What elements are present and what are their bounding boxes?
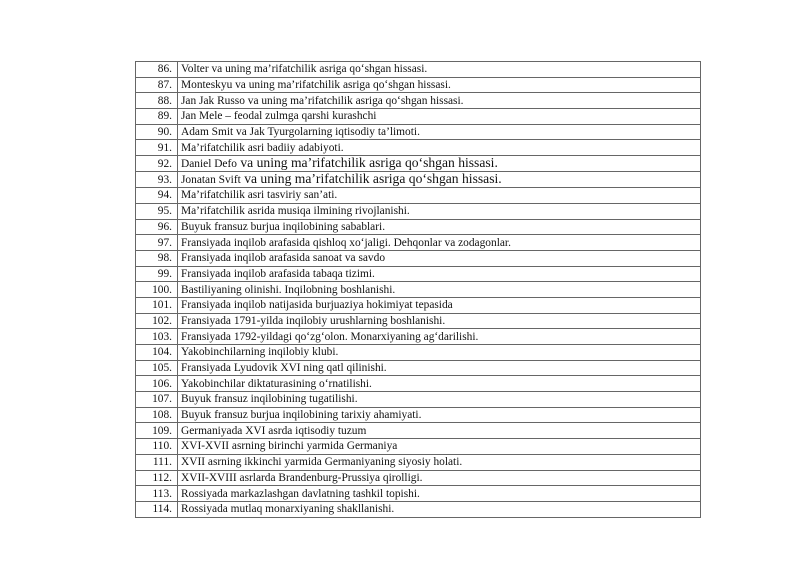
row-title: Volter va uning ma’rifatchilik asriga qo‘shgan hissasi.: [178, 62, 701, 78]
row-number: 106.: [136, 376, 178, 392]
table-row: [136, 360, 701, 376]
row-number: 89.: [136, 109, 178, 125]
row-title: Fransiyada Lyudovik XVI ning qatl qilinishi.: [178, 360, 701, 376]
table-row: [136, 313, 701, 329]
row-title: Bastiliyaning olinishi. Inqilobning boshlanishi.: [178, 282, 701, 298]
table-row: [136, 454, 701, 470]
row-title: Ma’rifatchilik asri badiiy adabiyoti.: [178, 140, 701, 156]
row-number: 102.: [136, 313, 178, 329]
table-row: [136, 219, 701, 235]
table-row: [136, 250, 701, 266]
table-row: [136, 345, 701, 361]
row-title: Fransiyada inqilob natijasida burjuaziya hokimiyat tepasida: [178, 297, 701, 313]
row-number: 92.: [136, 156, 178, 172]
row-number: 109.: [136, 423, 178, 439]
row-number: 88.: [136, 93, 178, 109]
row-title: Germaniyada XVI asrda iqtisodiy tuzum: [178, 423, 701, 439]
row-number: 103.: [136, 329, 178, 345]
table-row: [136, 172, 701, 188]
table-row: [136, 486, 701, 502]
row-title: Jan Jak Russo va uning ma’rifatchilik asriga qo‘shgan hissasi.: [178, 93, 701, 109]
topics-table: [135, 61, 701, 518]
table-row: [136, 188, 701, 204]
table-row: [136, 407, 701, 423]
table-row: [136, 423, 701, 439]
row-title: Rossiyada markazlashgan davlatning tashkil topishi.: [178, 486, 701, 502]
row-title: XVII asrning ikkinchi yarmida Germaniyaning siyosiy holati.: [178, 454, 701, 470]
row-title: Monteskyu va uning ma’rifatchilik asriga qo‘shgan hissasi.: [178, 77, 701, 93]
row-number: 90.: [136, 124, 178, 140]
row-title: Buyuk fransuz burjua inqilobining tarixiy ahamiyati.: [178, 407, 701, 423]
row-number: 86.: [136, 62, 178, 78]
row-title: Yakobinchilarning inqilobiy klubi.: [178, 345, 701, 361]
row-title: Buyuk fransuz burjua inqilobining sabablari.: [178, 219, 701, 235]
row-number: 96.: [136, 219, 178, 235]
row-title: Fransiyada inqilob arafasida qishloq xo‘jaligi. Dehqonlar va zodagonlar.: [178, 235, 701, 251]
row-number: 93.: [136, 172, 178, 188]
row-number: 87.: [136, 77, 178, 93]
table-row: [136, 235, 701, 251]
table-row: [136, 124, 701, 140]
row-title: [178, 172, 701, 188]
row-title: Yakobinchilar diktaturasining o‘rnatilishi.: [178, 376, 701, 392]
row-number: 112.: [136, 470, 178, 486]
row-number: 100.: [136, 282, 178, 298]
row-number: 94.: [136, 188, 178, 204]
table-row: [136, 501, 701, 517]
row-title-tail: va uning ma’rifatchilik asriga qo‘shgan hissasi.: [236, 155, 498, 171]
row-title: Fransiyada 1791-yilda inqilobiy urushlarning boshlanishi.: [178, 313, 701, 329]
row-title-author: Jonatan Svift: [181, 174, 241, 187]
table-row: [136, 376, 701, 392]
table-row: [136, 77, 701, 93]
row-number: 114.: [136, 501, 178, 517]
table-row: [136, 109, 701, 125]
table-row: [136, 329, 701, 345]
row-title: [178, 156, 701, 172]
table-row: [136, 439, 701, 455]
row-title: Fransiyada inqilob arafasida tabaqa tizimi.: [178, 266, 701, 282]
row-number: 99.: [136, 266, 178, 282]
table-row: [136, 156, 701, 172]
row-number: 101.: [136, 297, 178, 313]
row-title: Ma’rifatchilik asri tasviriy san’ati.: [178, 188, 701, 204]
table-row: [136, 392, 701, 408]
row-title: XVI-XVII asrning birinchi yarmida Germaniya: [178, 439, 701, 455]
table-row: [136, 62, 701, 78]
row-number: 108.: [136, 407, 178, 423]
table-row: [136, 93, 701, 109]
table-row: [136, 140, 701, 156]
table-row: [136, 266, 701, 282]
row-number: 95.: [136, 203, 178, 219]
row-number: 97.: [136, 235, 178, 251]
row-title-tail: va uning ma’rifatchilik asriga qo‘shgan hissasi.: [240, 171, 502, 187]
table-row: [136, 470, 701, 486]
row-number: 104.: [136, 345, 178, 361]
row-number: 111.: [136, 454, 178, 470]
row-title: Buyuk fransuz inqilobining tugatilishi.: [178, 392, 701, 408]
row-title-author: Daniel Defo: [181, 158, 237, 171]
table-row: [136, 203, 701, 219]
row-title: Fransiyada inqilob arafasida sanoat va savdo: [178, 250, 701, 266]
row-title: Jan Mele – feodal zulmga qarshi kurashchi: [178, 109, 701, 125]
row-number: 110.: [136, 439, 178, 455]
table-row: [136, 297, 701, 313]
row-title: Fransiyada 1792-yildagi qo‘zg‘olon. Monarxiyaning ag‘darilishi.: [178, 329, 701, 345]
row-title: XVII-XVIII asrlarda Brandenburg-Prussiya qirolligi.: [178, 470, 701, 486]
row-number: 98.: [136, 250, 178, 266]
row-title: Ma’rifatchilik asrida musiqa ilmining rivojlanishi.: [178, 203, 701, 219]
row-title: Rossiyada mutlaq monarxiyaning shakllanishi.: [178, 501, 701, 517]
row-title: Adam Smit va Jak Tyurgolarning iqtisodiy ta’limoti.: [178, 124, 701, 140]
row-number: 91.: [136, 140, 178, 156]
row-number: 105.: [136, 360, 178, 376]
row-number: 107.: [136, 392, 178, 408]
row-number: 113.: [136, 486, 178, 502]
table-row: [136, 282, 701, 298]
